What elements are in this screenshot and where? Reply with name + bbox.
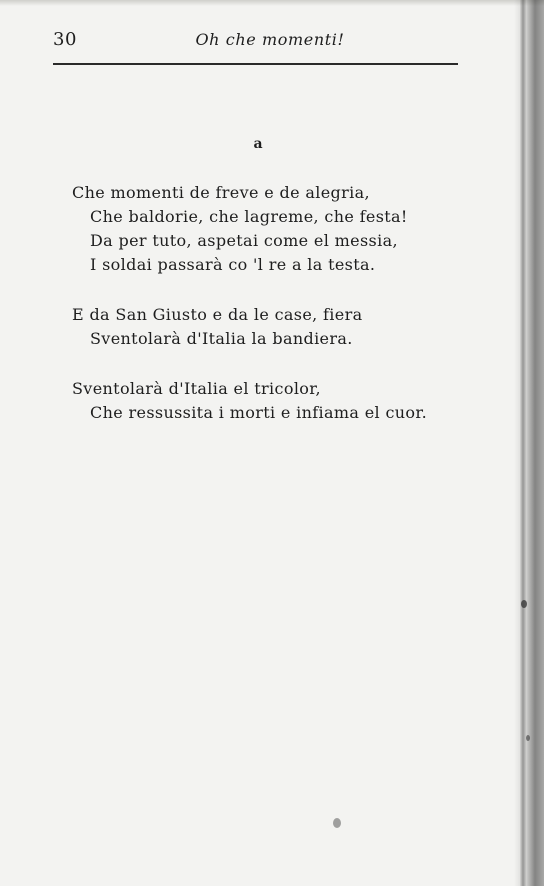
book-gutter-line [520, 0, 526, 886]
paper-speck [333, 818, 341, 828]
book-spine-shadow [514, 0, 544, 886]
verse-line: Sventolarà d'Italia el tricolor, [72, 379, 321, 398]
running-title: Oh che momenti! [195, 30, 345, 49]
section-mark: a [253, 136, 263, 152]
paper-speck [526, 735, 530, 741]
poem-body [72, 181, 452, 425]
verse-line: E da San Giusto e da le case, fiera [72, 305, 363, 324]
verse-line: Da per tuto, aspetai come el messia, [90, 231, 398, 250]
stanza-1 [72, 181, 452, 277]
stanza-3 [72, 377, 452, 425]
verse-line: I soldai passarà co 'l re a la testa. [90, 255, 376, 274]
paper-speck [521, 600, 527, 608]
header-rule [53, 63, 458, 65]
verse-line: Che baldorie, che lagreme, che festa! [90, 207, 408, 226]
stanza-gap [72, 277, 452, 303]
page-top-edge [0, 0, 544, 6]
page-number: 30 [53, 29, 77, 50]
stanza-2 [72, 303, 452, 351]
stanza-gap [72, 351, 452, 377]
verse-line: Che momenti de freve e de alegria, [72, 183, 370, 202]
verse-line: Sventolarà d'Italia la bandiera. [90, 329, 353, 348]
verse-line: Che ressussita i morti e infiama el cuor. [90, 403, 428, 422]
